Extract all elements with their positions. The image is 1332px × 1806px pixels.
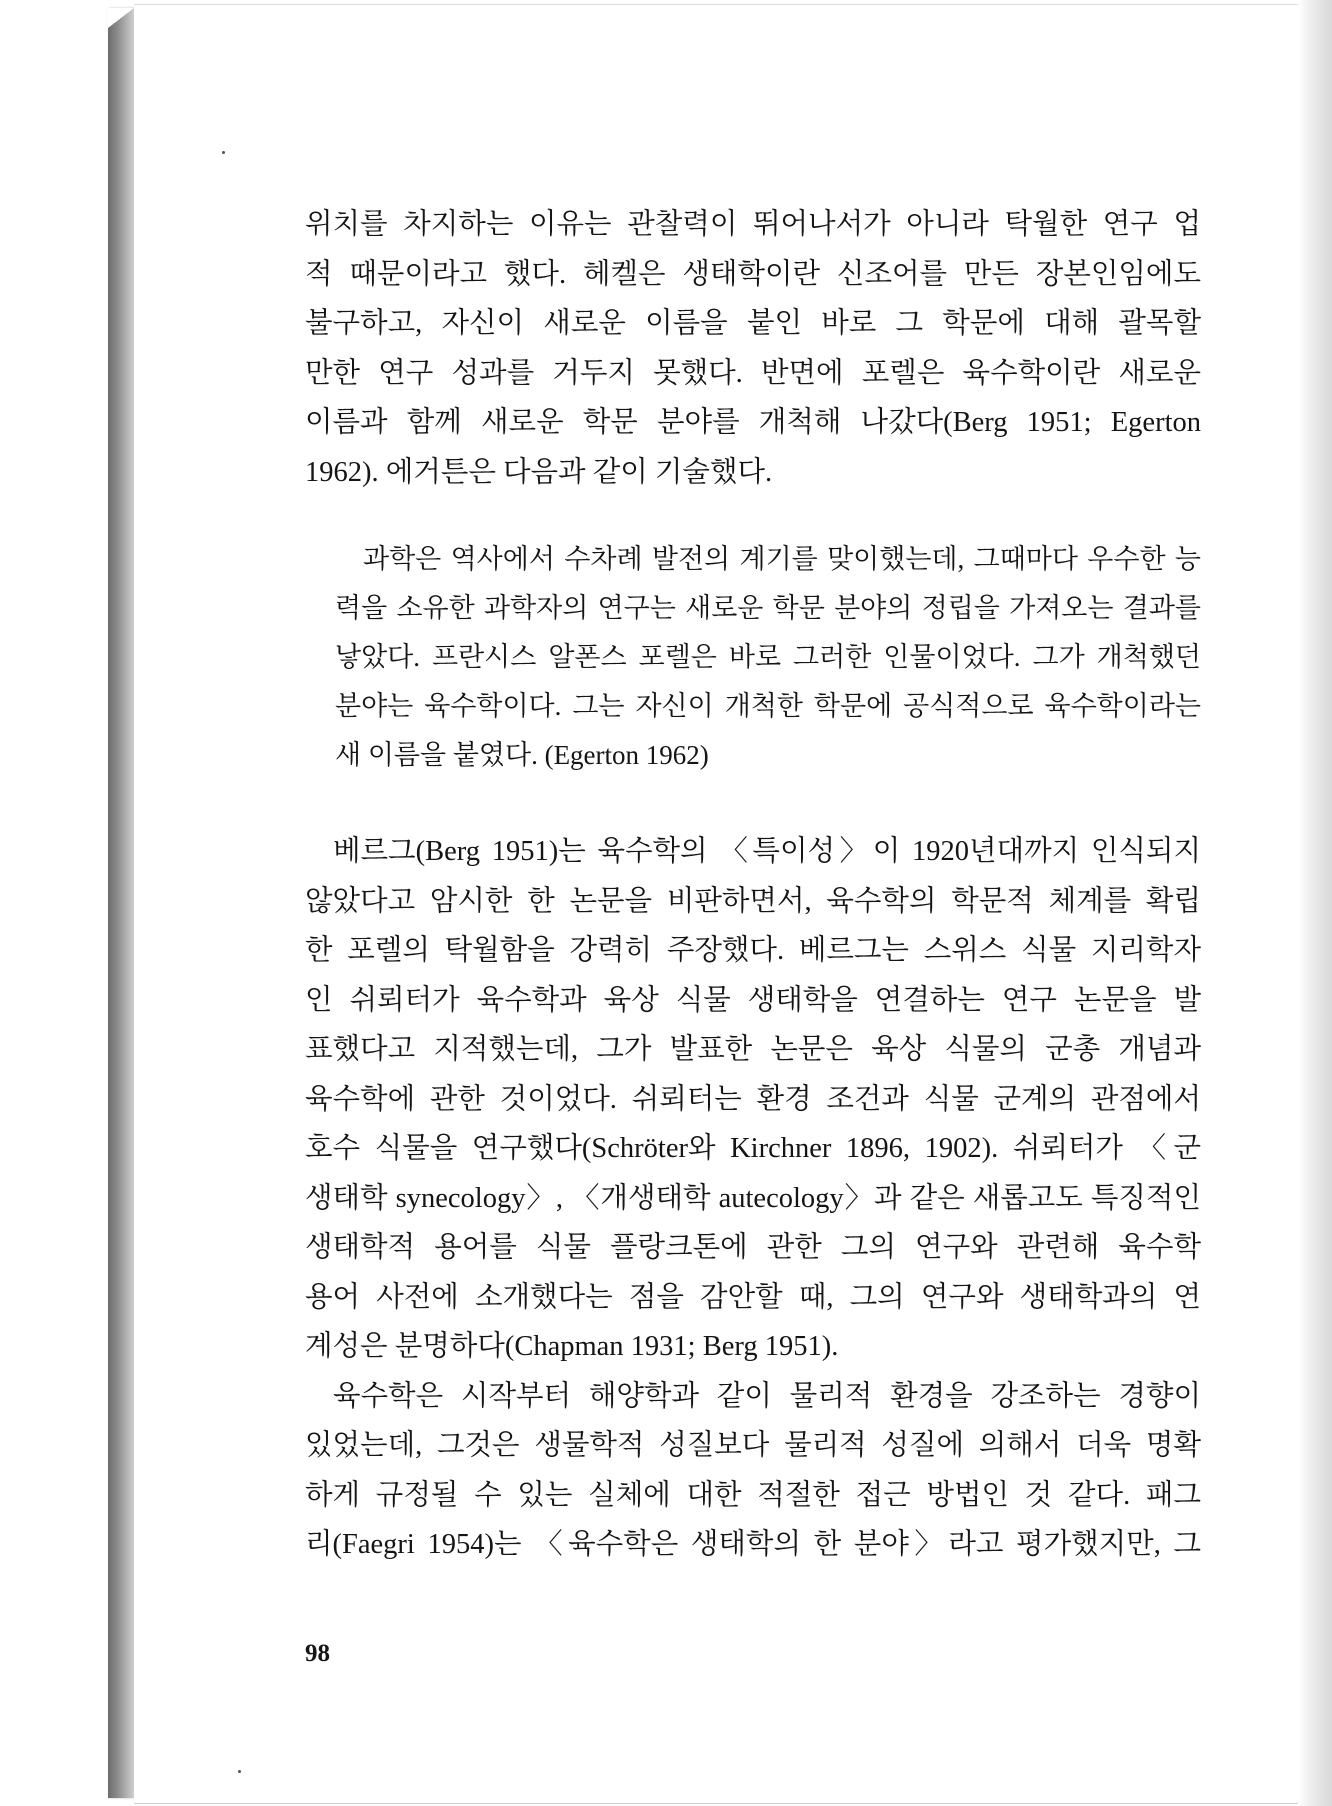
quote-line: 낳았다. 프란시스 알폰스 포렐은 바로 그러한 인물이었다. 그가 개척했던 <box>335 642 1201 672</box>
quote-line: 력을 소유한 과학자의 연구는 새로운 학문 분야의 정립을 가져오는 결과를 <box>335 593 1201 623</box>
text-line: 리(Faegri 1954)는 〈육수학은 생태학의 한 분야〉라고 평가했지만, 그 <box>305 1529 1201 1560</box>
body-text <box>305 200 1201 1570</box>
text-line: 1962). 에거튼은 다음과 같이 기술했다. <box>305 456 773 488</box>
text-line: 한 포렐의 탁월함을 강력히 주장했다. 베르그는 스위스 식물 지리학자 <box>305 935 1201 966</box>
paragraph-3 <box>305 1372 1201 1570</box>
quote-line: 과학은 역사에서 수차례 발전의 계기를 맞이했는데, 그때마다 우수한 능 <box>363 544 1201 574</box>
text-line: 호수 식물을 연구했다(Schröter와 Kirchner 1896, 1902). 쉬뢰터가 〈군 <box>305 1133 1201 1164</box>
text-line: 육수학은 시작부터 해양학과 같이 물리적 환경을 강조하는 경향이 <box>333 1380 1201 1412</box>
quote-line: 새 이름을 붙였다. (Egerton 1962) <box>335 740 709 770</box>
text-line: 표했다고 지적했는데, 그가 발표한 논문은 육상 식물의 군총 개념과 <box>305 1034 1201 1065</box>
quote-line: 분야는 육수학이다. 그는 자신이 개척한 학문에 공식적으로 육수학이라는 <box>335 691 1201 721</box>
text-line: 적 때문이라고 했다. 헤켈은 생태학이란 신조어를 만든 장본인임에도 <box>305 258 1201 290</box>
text-line: 육수학에 관한 것이었다. 쉬뢰터는 환경 조건과 식물 군계의 관점에서 <box>305 1083 1201 1115</box>
text-line: 이름과 함께 새로운 학문 분야를 개척해 나갔다(Berg 1951; Egerton <box>305 407 1201 438</box>
text-line: 않았다고 암시한 한 논문을 비판하면서, 육수학의 학문적 체계를 확립 <box>305 885 1201 917</box>
text-line: 용어 사전에 소개했다는 점을 감안할 때, 그의 연구와 생태학과의 연 <box>305 1281 1201 1313</box>
text-line: 생태학적 용어를 식물 플랑크톤에 관한 그의 연구와 관련해 육수학 <box>305 1232 1201 1263</box>
scan-speck <box>222 151 225 154</box>
text-line: 하게 규정될 수 있는 실체에 대한 적절한 접근 방법인 것 같다. 패그 <box>305 1479 1201 1511</box>
text-line: 위치를 차지하는 이유는 관찰력이 뛰어나서가 아니라 탁월한 연구 업 <box>305 209 1201 240</box>
paragraph-1 <box>305 200 1201 497</box>
text-line: 있었는데, 그것은 생물학적 성질보다 물리적 성질에 의해서 더욱 명확 <box>305 1430 1201 1461</box>
book-spine-corner <box>108 8 134 28</box>
text-line: 만한 연구 성과를 거두지 못했다. 반면에 포렐은 육수학이란 새로운 <box>305 357 1201 389</box>
text-line: 불구하고, 자신이 새로운 이름을 붙인 바로 그 학문에 대해 괄목할 <box>305 308 1201 339</box>
book-spine <box>108 8 134 1798</box>
text-line: 베르그(Berg 1951)는 육수학의 〈특이성〉이 1920년대까지 인식되지 <box>333 836 1201 867</box>
paragraph-2 <box>305 827 1201 1372</box>
text-line: 생태학 synecology〉, 〈개생태학 autecology〉과 같은 새롭고도 특징적인 <box>305 1182 1201 1214</box>
page-number: 98 <box>305 1640 330 1667</box>
block-quote <box>335 535 1201 780</box>
page-edge-shadow <box>1298 0 1332 1806</box>
text-line: 계성은 분명하다(Chapman 1931; Berg 1951). <box>305 1331 839 1362</box>
scan-speck <box>238 1770 241 1773</box>
text-line: 인 쉬뢰터가 육수학과 육상 식물 생태학을 연결하는 연구 논문을 발 <box>305 984 1201 1016</box>
